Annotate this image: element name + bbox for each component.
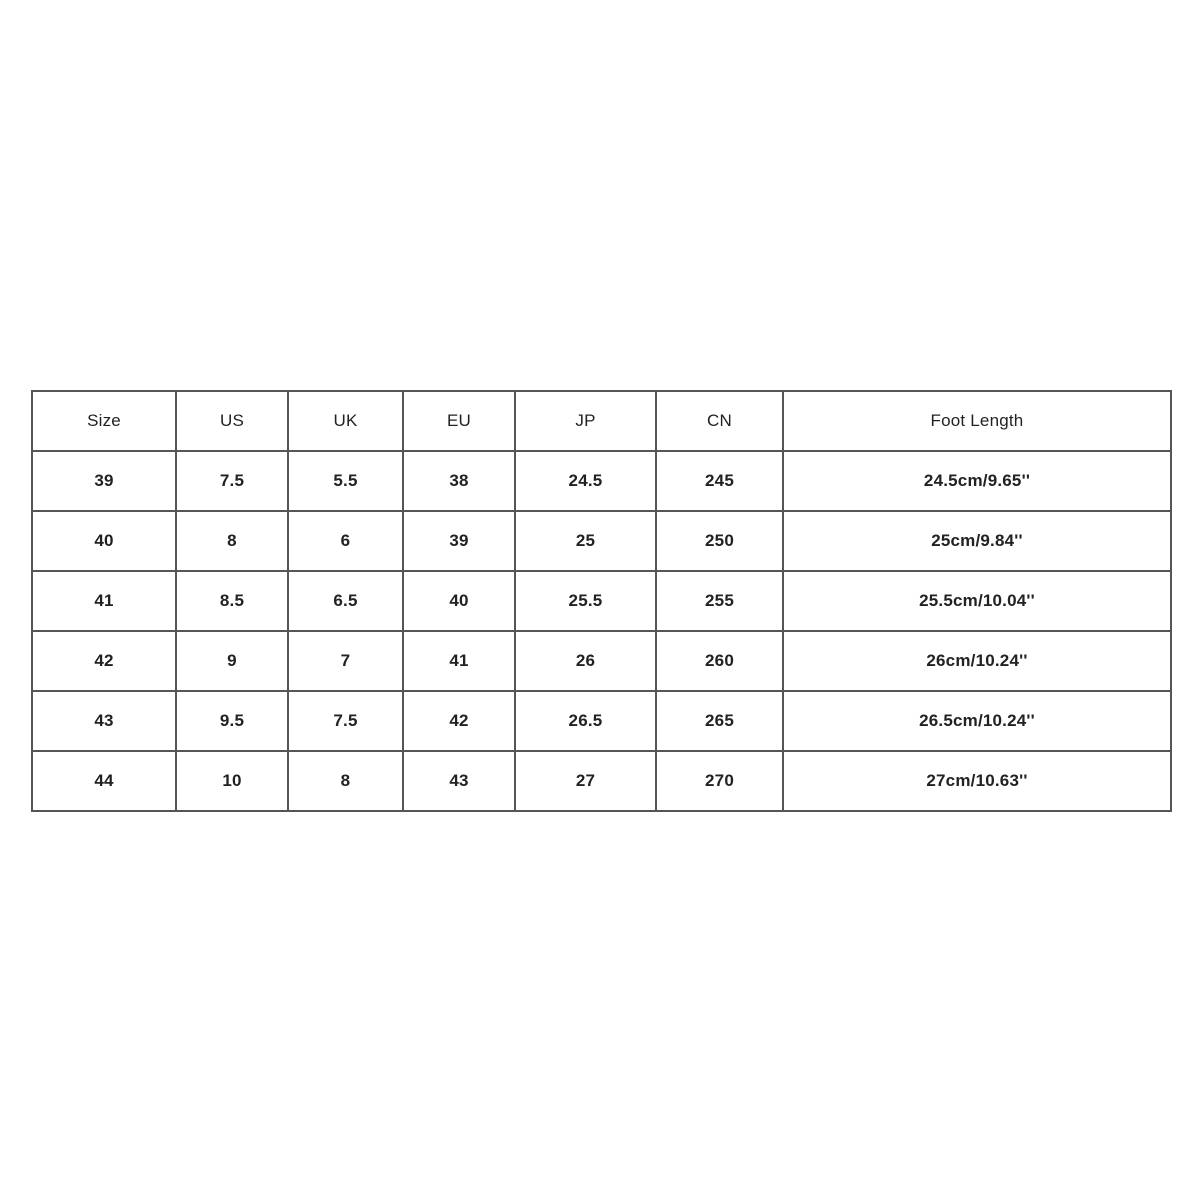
header-cn: CN: [656, 391, 783, 451]
table-row: [32, 451, 1171, 511]
cell-uk: 7: [288, 631, 403, 691]
cell-cn: 255: [656, 571, 783, 631]
cell-foot-length: 26.5cm/10.24'': [783, 691, 1171, 751]
cell-cn: 260: [656, 631, 783, 691]
table-row: [32, 571, 1171, 631]
cell-jp: 26.5: [515, 691, 656, 751]
cell-cn: 245: [656, 451, 783, 511]
header-eu: EU: [403, 391, 515, 451]
cell-size: 44: [32, 751, 176, 811]
cell-foot-length: 25.5cm/10.04'': [783, 571, 1171, 631]
cell-size: 39: [32, 451, 176, 511]
cell-eu: 39: [403, 511, 515, 571]
cell-foot-length: 27cm/10.63'': [783, 751, 1171, 811]
cell-eu: 41: [403, 631, 515, 691]
cell-jp: 27: [515, 751, 656, 811]
cell-us: 9.5: [176, 691, 288, 751]
cell-us: 7.5: [176, 451, 288, 511]
cell-foot-length: 24.5cm/9.65'': [783, 451, 1171, 511]
size-chart-table: [31, 390, 1172, 812]
cell-us: 10: [176, 751, 288, 811]
cell-uk: 5.5: [288, 451, 403, 511]
cell-eu: 40: [403, 571, 515, 631]
header-us: US: [176, 391, 288, 451]
cell-uk: 6: [288, 511, 403, 571]
cell-cn: 265: [656, 691, 783, 751]
cell-foot-length: 26cm/10.24'': [783, 631, 1171, 691]
header-uk: UK: [288, 391, 403, 451]
cell-foot-length: 25cm/9.84'': [783, 511, 1171, 571]
cell-eu: 38: [403, 451, 515, 511]
cell-uk: 7.5: [288, 691, 403, 751]
cell-uk: 6.5: [288, 571, 403, 631]
cell-jp: 25.5: [515, 571, 656, 631]
cell-size: 43: [32, 691, 176, 751]
cell-us: 9: [176, 631, 288, 691]
cell-cn: 270: [656, 751, 783, 811]
table-row: [32, 751, 1171, 811]
cell-us: 8: [176, 511, 288, 571]
cell-eu: 42: [403, 691, 515, 751]
cell-size: 42: [32, 631, 176, 691]
cell-jp: 25: [515, 511, 656, 571]
cell-cn: 250: [656, 511, 783, 571]
cell-eu: 43: [403, 751, 515, 811]
header-foot-length: Foot Length: [783, 391, 1171, 451]
cell-uk: 8: [288, 751, 403, 811]
table-row: [32, 511, 1171, 571]
cell-size: 41: [32, 571, 176, 631]
cell-us: 8.5: [176, 571, 288, 631]
header-size: Size: [32, 391, 176, 451]
table-row: [32, 631, 1171, 691]
cell-jp: 24.5: [515, 451, 656, 511]
header-row: [32, 391, 1171, 451]
cell-jp: 26: [515, 631, 656, 691]
header-jp: JP: [515, 391, 656, 451]
table-row: [32, 691, 1171, 751]
cell-size: 40: [32, 511, 176, 571]
